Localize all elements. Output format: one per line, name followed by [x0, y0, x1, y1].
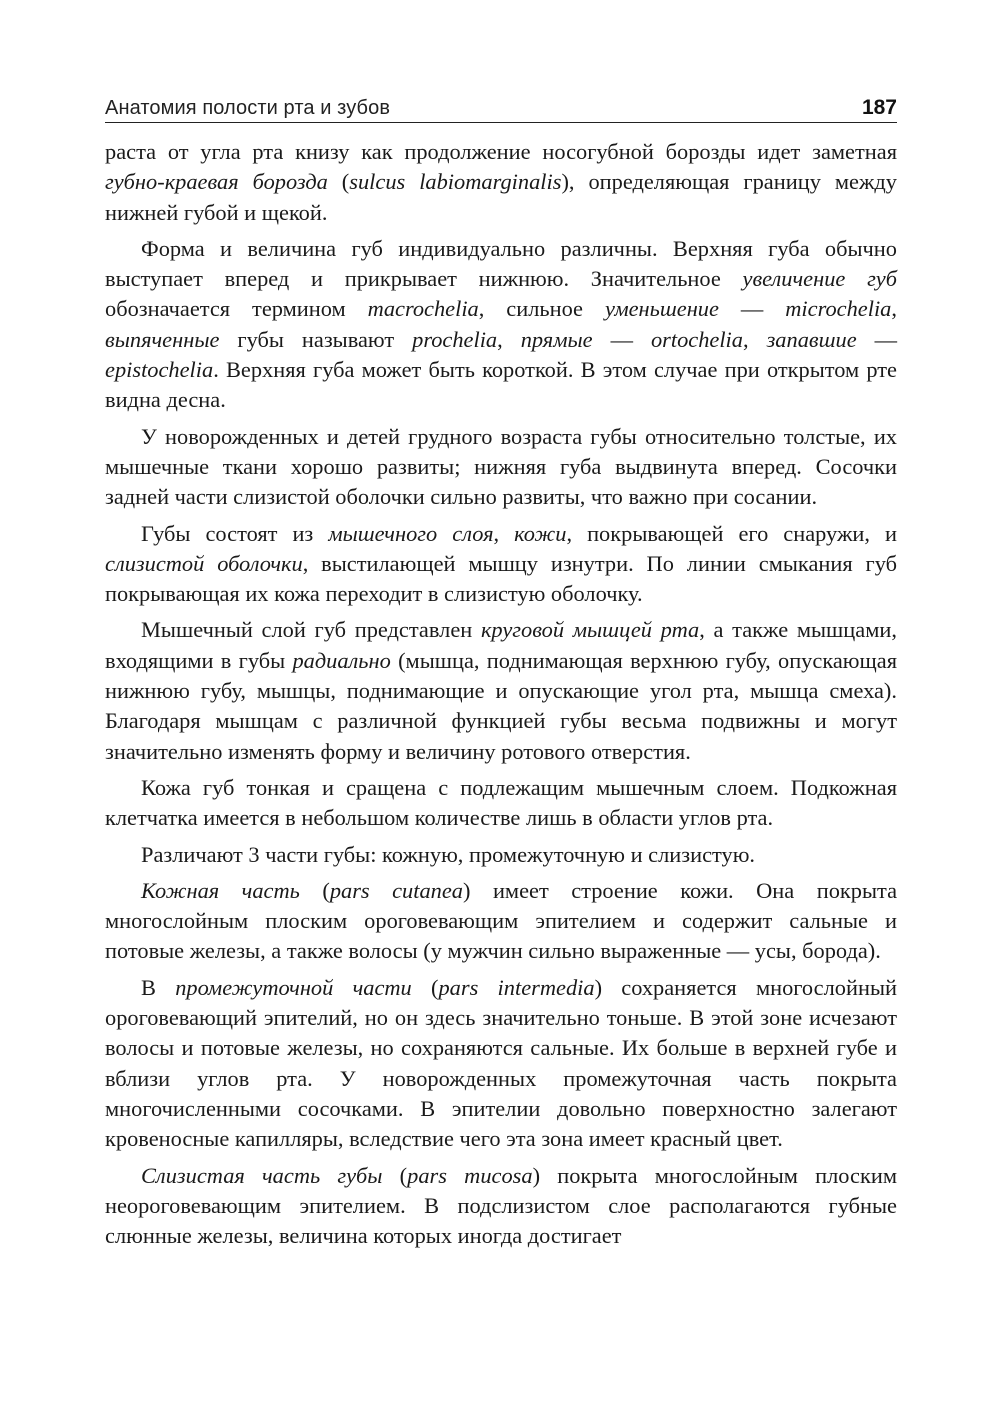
paragraph — [105, 519, 897, 610]
paragraph — [105, 422, 897, 513]
text-run: ( — [411, 974, 439, 1000]
text-run: , выстилающей мышцу изнутри. По линии смыкания губ покрывающая их кожа переходит в слизистую оболочку. — [105, 550, 897, 607]
text-run: — — [856, 326, 898, 352]
italic-term: ortochelia — [650, 326, 743, 352]
italic-term: pars intermedia — [438, 974, 595, 1000]
text-run: , — [891, 296, 897, 322]
text-run: . Верхняя губа может быть короткой. В этом случае при открытом рте видна десна. — [105, 357, 897, 413]
page-number: 187 — [861, 96, 897, 119]
text-run: Кожа губ тонкая и сращена с подлежащим мышечным слоем. Подкожная клетчатка имеется в небольшом количестве лишь в области углов рта. — [105, 774, 897, 831]
italic-term: выпяченные — [105, 326, 220, 352]
italic-term: круговой мышцей рта — [480, 617, 700, 643]
italic-term: кожи — [514, 520, 567, 546]
text-run: ( — [327, 169, 350, 195]
text-run: , — [497, 326, 521, 352]
italic-term: microchelia — [785, 296, 892, 322]
text-run: губы называют — [219, 326, 413, 352]
text-run: Мышечный слой губ представлен — [141, 617, 481, 643]
text-run: , — [493, 520, 515, 546]
text-run: В — [141, 974, 176, 1000]
paragraph — [105, 876, 897, 967]
text-run: У новорожденных и детей грудного возраста губы относительно толстые, их мышечные ткани хорошо развиты; нижняя губа выдвинута вперед. Сосочки задней части слизистой оболочки сильно развиты, что важно при сосании. — [105, 423, 897, 510]
text-run: Форма и величина губ индивидуально различны. Верхняя губа обычно выступает вперед и прикрывает нижнюю. Значительное — [105, 235, 897, 292]
italic-term: уменьшение — [604, 296, 719, 322]
italic-term: мышечного слоя — [328, 520, 494, 546]
text-run: Различают 3 части губы: кожную, промежуточную и слизистую. — [141, 841, 756, 867]
text-run: ) сохраняется многослойный ороговевающий эпителий, но он здесь значительно тоньше. В этой зоне исчезают волосы и потовые железы, но сохраняются сальные. Их больше в верхней губе и вблизи углов рта. У новорожденных промежуточная часть покрыта многочисленными сосочками. В эпителии довольно поверхностно залегают кровеносные капилляры, вследствие чего эта зона имеет красный цвет. — [105, 974, 897, 1152]
italic-term: prochelia — [412, 326, 498, 352]
text-run: — — [718, 296, 786, 322]
running-header — [105, 88, 897, 123]
book-page — [105, 88, 897, 1257]
italic-term: macrochelia — [367, 296, 479, 322]
text-run: ), определяющая границу между нижней губой и щекой. — [105, 169, 898, 225]
text-run: Губы состоят из — [141, 520, 329, 546]
text-run: , покрывающей его снаружи, и — [566, 520, 897, 546]
text-run: ( — [299, 877, 330, 903]
paragraph — [105, 137, 897, 228]
text-run: раста от угла рта книзу как продолжение носогубной борозды идет заметная — [105, 139, 897, 164]
text-run: — — [592, 326, 651, 352]
italic-term: прямые — [520, 326, 593, 352]
body-text — [105, 137, 897, 1251]
text-run: , сильное — [478, 296, 605, 322]
italic-term: слизистой оболочки — [105, 550, 303, 576]
text-run: обозначается термином — [105, 296, 368, 322]
italic-term: запавшие — [766, 326, 857, 352]
paragraph — [105, 234, 897, 416]
paragraph — [105, 773, 897, 834]
italic-term: радиально — [292, 647, 391, 673]
italic-term: pars cutanea — [329, 877, 463, 903]
italic-term: губно-краевая борозда — [105, 169, 328, 195]
italic-term: Слизистая часть губы — [141, 1162, 383, 1188]
italic-term: epistochelia — [105, 357, 214, 383]
paragraph — [105, 973, 897, 1155]
text-run: (мышца, поднимающая верхнюю губу, опускающая нижнюю губу, мышцы, поднимающие и опускающие угол рта, мышца смеха). Благодаря мышцам с различной функцией губы весьма подвижны и могут значительно изменять форму и величину ротового отверстия. — [105, 647, 898, 764]
italic-term: sulcus labiomarginalis — [349, 169, 562, 195]
text-run: ) имеет строение кожи. Она покрыта многослойным плоским ороговевающим эпителием и содержит сальные и потовые железы, а также волосы (у мужчин сильно выраженные — усы, борода). — [105, 877, 898, 964]
text-run: , — [742, 326, 767, 352]
italic-term: увеличение губ — [742, 266, 897, 292]
text-run: , а также мышцами, входящими в губы — [105, 617, 897, 673]
text-run: ( — [382, 1162, 408, 1188]
text-run: ) покрыта многослойным плоским неороговевающим эпителием. В подслизистом слое располагаются губные слюнные железы, величина которых иногда достигает — [105, 1162, 897, 1249]
italic-term: Кожная часть — [141, 877, 300, 903]
running-title: Анатомия полости рта и зубов — [105, 97, 391, 119]
paragraph — [105, 615, 897, 766]
paragraph — [105, 1161, 897, 1252]
paragraph — [105, 840, 897, 870]
italic-term: pars mucosa — [407, 1162, 533, 1188]
italic-term: промежуточной части — [175, 974, 412, 1000]
